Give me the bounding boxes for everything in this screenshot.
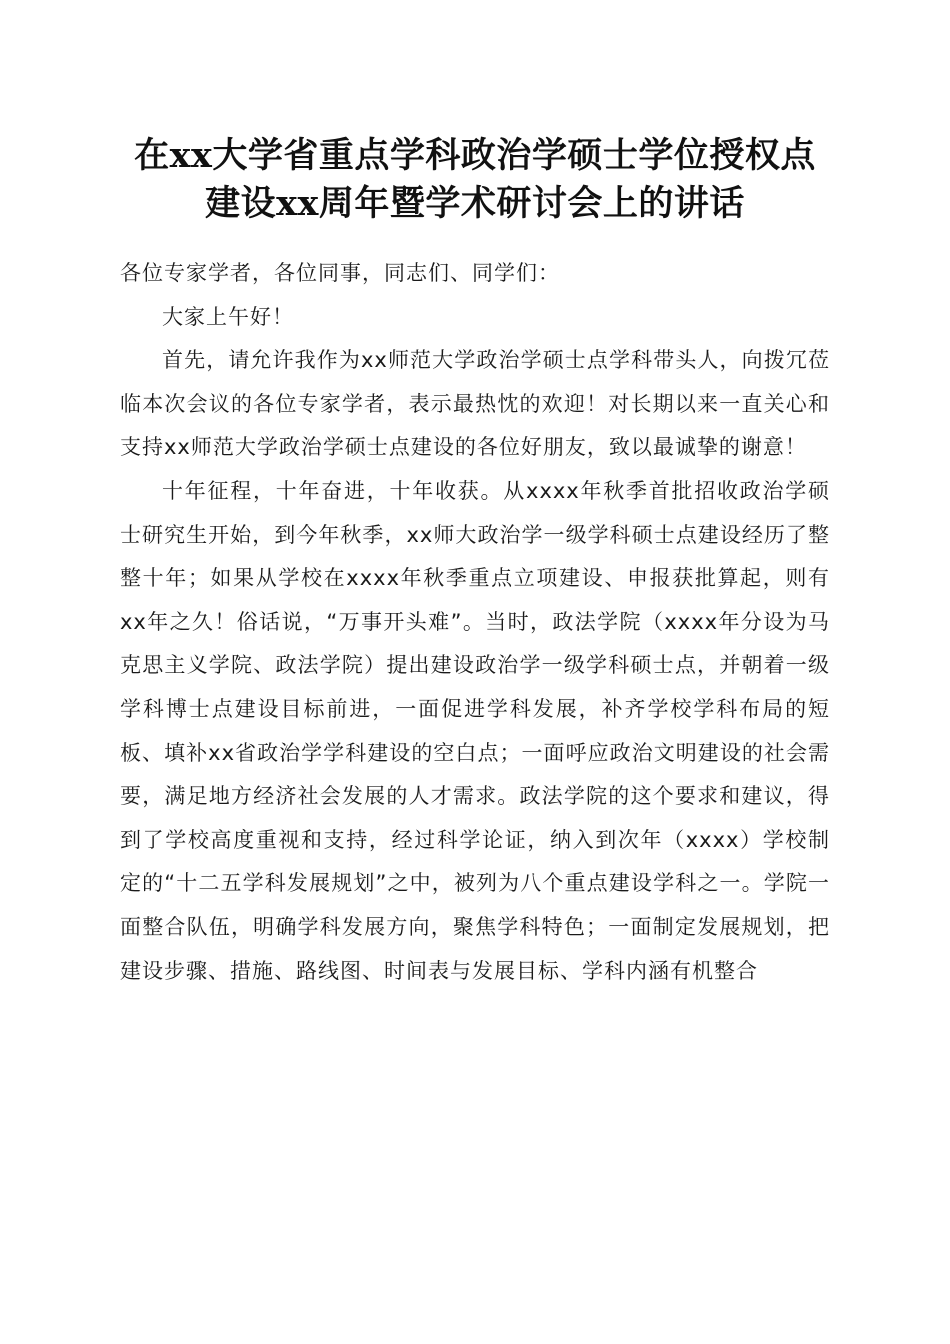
salutation: 各位专家学者，各位同事，同志们、同学们：: [120, 261, 560, 285]
title-line-1: 在xx大学省重点学科政治学硕士学位授权点: [134, 135, 816, 176]
document-title: [100, 132, 850, 228]
paragraph-history: 十年征程，十年奋进，十年收获。从xxxx年秋季首批招收政治学硕士研究生开始，到今年秋季，xx师大政治学一级学科硕士点建设经历了整整十年；如果从学校在xxxx年秋季重点立项建设、申报获批算起，则有xx年之久！俗话说，“万事开头难”。当时，政法学院（xxxx年分设为马克思主义学院、政法学院）提出建设政治学一级学科硕士点，并朝着一级学科博士点建设目标前进，一面促进学科发展，补齐学校学科布局的短板、填补xx省政治学学科建设的空白点；一面呼应政治文明建设的社会需要，满足地方经济社会发展的人才需求。政法学院的这个要求和建议，得到了学校高度重视和支持，经过科学论证，纳入到次年（xxxx）学校制定的“十二五学科发展规划”之中，被列为八个重点建设学科之一。学院一面整合队伍，明确学科发展方向，聚焦学科特色；一面制定发展规划，把建设步骤、措施、路线图、时间表与发展目标、学科内涵有机整合: [120, 478, 830, 983]
greeting: 大家上午好！: [162, 304, 294, 329]
paragraph-welcome: 首先，请允许我作为xx师范大学政治学硕士点学科带头人，向拨冗莅临本次会议的各位专家学者，表示最热忱的欢迎！对长期以来一直关心和支持xx师范大学政治学硕士点建设的各位好朋友，致以最诚挚的谢意！: [120, 348, 830, 460]
title-line-2: 建设xx周年暨学术研讨会上的讲话: [205, 183, 745, 224]
document-body: [120, 252, 830, 993]
